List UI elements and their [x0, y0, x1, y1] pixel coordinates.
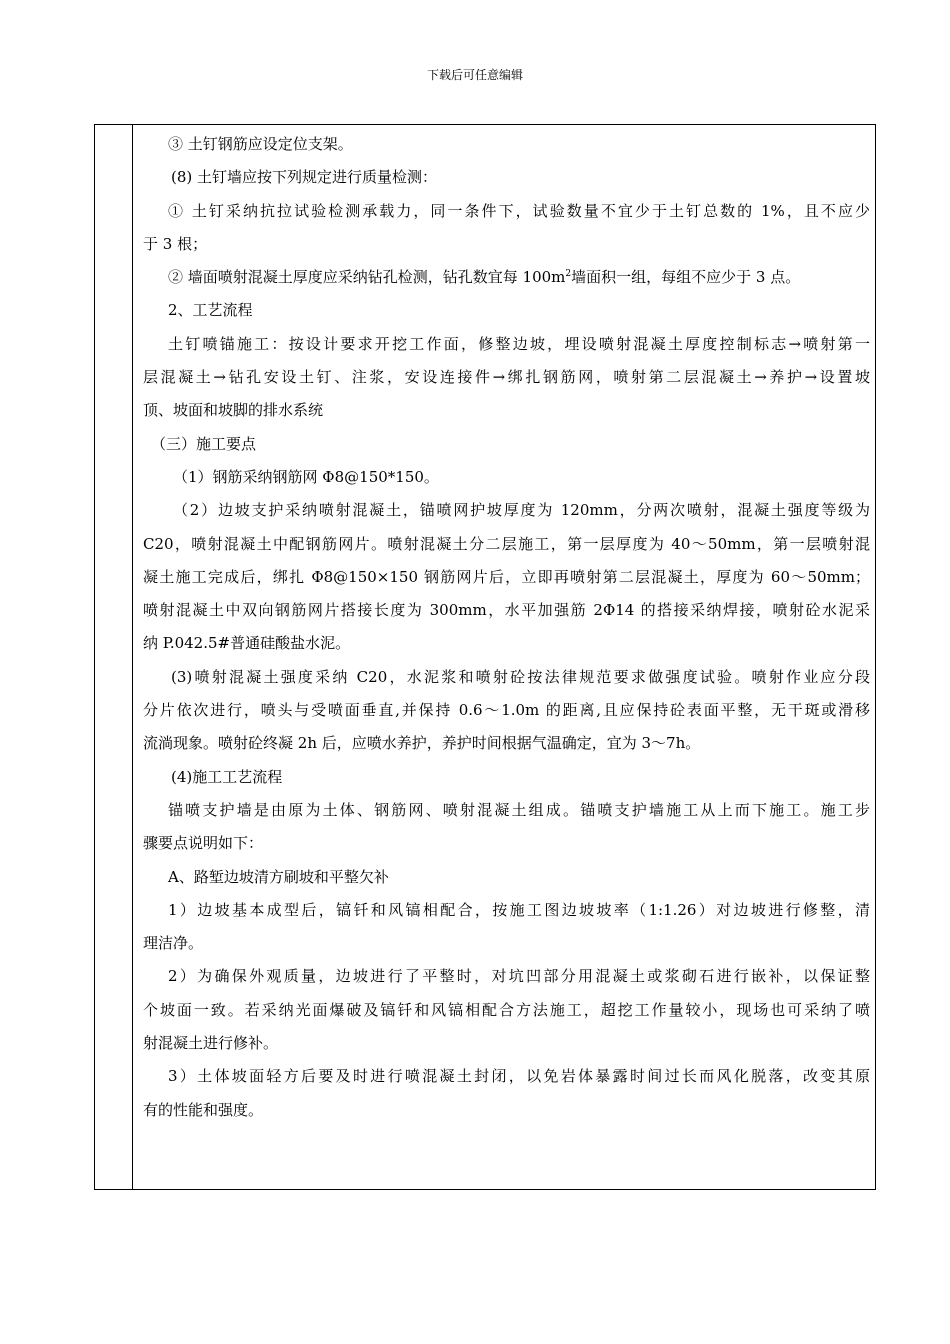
- text-line: 喷射混凝土中双向钢筋网片搭接长度为 300mm，水平加强筋 2Φ14 的搭接采纳焊接，喷射砼水泥采: [143, 601, 870, 620]
- text-line: 理洁净。: [143, 934, 204, 953]
- table-column-divider: [132, 125, 133, 1189]
- text-line: C20，喷射混凝土中配钢筋网片。喷射混凝土分二层施工，第一层厚度为 40～50mm，第一层喷射混: [143, 534, 870, 553]
- page-header: 下载后可任意编辑: [426, 68, 523, 82]
- text-line: 射混凝土进行修补。: [143, 1034, 279, 1053]
- document-table: [94, 124, 876, 1190]
- text-line: 锚喷支护墙是由原为土体、钢筋网、喷射混凝土组成。锚喷支护墙施工从上而下施工。施工步: [168, 800, 870, 819]
- text-line: 顶、坡面和坡脚的排水系统: [143, 401, 324, 420]
- text-line: (3)喷射混凝土强度采纳 C20，水泥浆和喷射砼按法律规范要求做强度试验。喷射作业应分段: [171, 667, 870, 686]
- section-heading: 2、工艺流程: [168, 301, 253, 320]
- text-line: 2）为确保外观质量，边坡进行了平整时，对坑凹部分用混凝土或浆砌石进行嵌补，以保证整: [168, 967, 870, 986]
- text-line: 3）土体坡面轻方后要及时进行喷混凝土封闭，以免岩体暴露时间过长而风化脱落，改变其原: [168, 1067, 870, 1086]
- text-line: 凝土施工完成后，绑扎 Φ8@150×150 钢筋网片后，立即再喷射第二层混凝土，厚度为 60～50mm；: [143, 567, 870, 586]
- text-line: ① 土钉采纳抗拉试验检测承载力，同一条件下，试验数量不宜少于土钉总数的 1%，且不应少: [168, 201, 870, 220]
- superscript: 2: [565, 269, 572, 280]
- section-heading: (4)施工工艺流程: [171, 767, 283, 786]
- text-line: （1）钢筋采纳钢筋网 Φ8@150*150。: [173, 467, 439, 486]
- table-content-cell: [143, 128, 870, 1127]
- text-line: 分片依次进行，喷头与受喷面垂直,并保持 0.6～1.0m 的距离,且应保持砼表面平整，无干斑或滑移: [143, 701, 870, 720]
- text-line: 层混凝土→钻孔安设土钉、注浆，安设连接件→绑扎钢筋网，喷射第二层混凝土→养护→设置坡: [143, 368, 870, 387]
- text-line: 纳 P.042.5#普通硅酸盐水泥。: [143, 634, 351, 653]
- text-line: (8) 土钉墙应按下列规定进行质量检测：: [171, 168, 438, 187]
- section-heading: （三）施工要点: [151, 434, 257, 453]
- text-line: 个坡面一致。若采纳光面爆破及镐钎和风镐相配合方法施工，超挖工作量较小，现场也可采纳了喷: [143, 1000, 870, 1019]
- text-line: 1）边坡基本成型后，镐钎和风镐相配合，按施工图边坡坡率（1:1.26）对边坡进行修整，清: [168, 900, 870, 919]
- text-line: 骤要点说明如下：: [143, 834, 264, 853]
- text-line: ③ 土钉钢筋应设定位支架。: [168, 135, 353, 153]
- section-heading: A、路堑边坡清方刷坡和平整欠补: [168, 867, 389, 886]
- text-segment: ② 墙面喷射混凝土厚度应采纳钻孔检测，钻孔数宜每 100m: [168, 268, 566, 287]
- text-segment: 墙面积一组，每组不应少于 3 点。: [571, 268, 801, 287]
- text-line: 于 3 根；: [143, 234, 208, 253]
- text-line: 有的性能和强度。: [143, 1100, 264, 1119]
- text-line: 流淌现象。喷射砼终凝 2h 后，应喷水养护，养护时间根据气温确定，宜为 3～7h。: [143, 734, 701, 753]
- text-line: [143, 261, 870, 294]
- text-line: 土钉喷锚施工：按设计要求开挖工作面，修整边坡，埋设喷射混凝土厚度控制标志→喷射第一: [168, 334, 870, 353]
- text-line: （2）边坡支护采纳喷射混凝土，锚喷网护坡厚度为 120mm，分两次喷射，混凝土强度等级为: [173, 501, 870, 520]
